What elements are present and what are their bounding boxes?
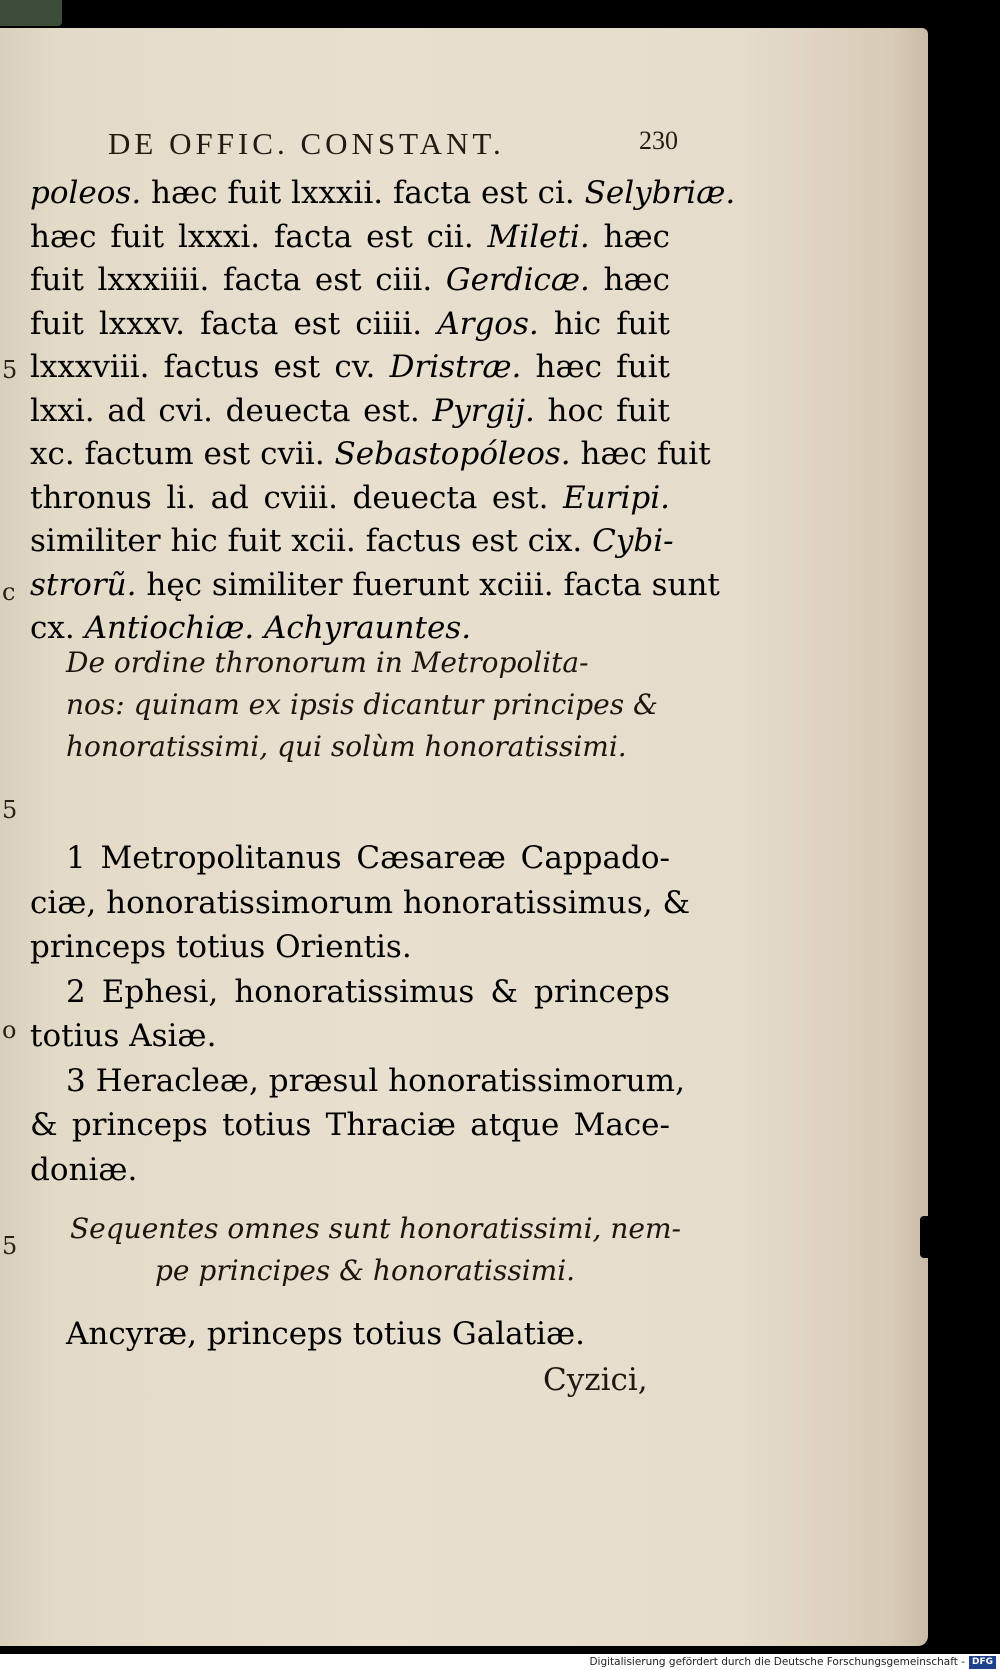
text-run: hæc fuit xyxy=(521,349,670,385)
margin-mark: 5 xyxy=(2,1232,18,1260)
dfg-logo: DFG xyxy=(969,1656,996,1669)
final-entry xyxy=(66,1312,706,1357)
heading-line: nos: quinam ex ipsis dicantur principes & xyxy=(66,688,658,721)
text-run: hæc fuit lxxxi. facta est cii. xyxy=(30,218,488,255)
catchword: Cyzici, xyxy=(543,1362,648,1398)
section-heading-2 xyxy=(70,1208,681,1292)
margin-mark: o xyxy=(2,1016,17,1044)
italic-place-name: Euripi. xyxy=(563,479,670,516)
text-run: hoc fuit xyxy=(534,392,670,429)
text-line: Ancyræ, princeps totius Galatiæ. xyxy=(66,1316,585,1352)
heading-line: De ordine thronorum in Metropolita- xyxy=(66,646,589,679)
italic-place-name: Pyrgij. xyxy=(432,392,535,429)
running-header xyxy=(108,126,678,162)
text-run: fuit lxxxiiii. facta est ciii. xyxy=(30,262,446,298)
text-run: hæc xyxy=(589,218,671,255)
text-line: totius Asiæ. xyxy=(30,1018,217,1054)
italic-place-name: strorũ. xyxy=(30,566,137,603)
running-title: DE OFFIC. CONSTANT. xyxy=(108,126,505,161)
text-line: doniæ. xyxy=(30,1151,138,1188)
text-run: hæc fuit lxxxii. facta est ci. xyxy=(141,175,585,211)
text-line xyxy=(30,346,670,390)
text-paragraph xyxy=(30,172,736,651)
text-line: 2 Ephesi, honoratissimus & princeps xyxy=(66,973,670,1010)
text-run: cx. xyxy=(30,610,85,646)
italic-place-name: Sebastopóleos. xyxy=(334,436,571,472)
italic-place-name: Gerdicæ. xyxy=(445,262,590,298)
text-line: 3 Heracleæ, præsul honoratissimorum, xyxy=(66,1062,685,1099)
text-line: 1 Metropolitanus Cæsareæ Cappado- xyxy=(66,840,670,876)
text-run: fuit lxxxv. facta est ciiii. xyxy=(30,305,438,342)
text-line xyxy=(30,520,674,564)
heading-line: Sequentes omnes sunt honoratissimi, nem- xyxy=(70,1212,681,1245)
text-run: lxxxviii. factus est cv. xyxy=(30,349,390,385)
margin-mark: c xyxy=(2,578,16,606)
text-run: hic fuit xyxy=(538,305,670,342)
text-line xyxy=(30,172,736,216)
section-heading-1 xyxy=(66,642,666,768)
footer-text: Digitalisierung gefördert durch die Deutsche Forschungsgemeinschaft - xyxy=(589,1656,965,1668)
italic-place-name: Argos. xyxy=(437,305,539,342)
text-line xyxy=(30,564,720,608)
page-edge-notch xyxy=(920,1216,928,1258)
text-line xyxy=(30,390,670,434)
metropolitan-list xyxy=(30,836,691,1192)
text-line xyxy=(30,433,711,477)
italic-place-name: Achyrauntes. xyxy=(264,610,472,646)
text-run: thronus li. ad cviii. deuecta est. xyxy=(30,479,564,516)
italic-place-name: Selybriæ. xyxy=(584,175,736,211)
text-line: princeps totius Orientis. xyxy=(30,929,412,965)
text-run: lxxi. ad cvi. deuecta est. xyxy=(30,392,433,429)
italic-place-name: poleos. xyxy=(30,175,142,211)
text-run: xc. factum est cvii. xyxy=(30,436,335,472)
text-line xyxy=(30,216,670,260)
text-run: hęc similiter fuerunt xciii. facta sunt xyxy=(136,566,720,603)
italic-place-name: Mileti. xyxy=(487,218,590,255)
text-line: & princeps totius Thraciæ atque Mace- xyxy=(30,1107,670,1143)
text-line xyxy=(30,303,670,347)
digitization-footer xyxy=(0,1654,1000,1670)
text-run: hæc xyxy=(589,262,670,298)
text-line: ciæ, honoratissimorum honoratissimus, & xyxy=(30,884,691,921)
italic-place-name: Dristræ. xyxy=(389,349,522,385)
text-line xyxy=(30,259,670,303)
text-run: similiter hic fuit xcii. factus est cix. xyxy=(30,523,593,559)
italic-place-name: Antiochiæ. xyxy=(84,610,255,646)
italic-place-name: Cybi- xyxy=(592,523,674,559)
folio-number: 230 xyxy=(639,126,678,155)
heading-line: honoratissimi, qui solùm honoratissimi. xyxy=(66,730,627,763)
text-run: hæc fuit xyxy=(570,436,711,472)
margin-mark: 5 xyxy=(2,796,18,824)
clip-tab xyxy=(0,0,62,26)
text-run xyxy=(254,610,264,646)
margin-mark: 5 xyxy=(2,356,18,384)
heading-line: pe principes & honoratissimi. xyxy=(155,1254,576,1287)
text-line xyxy=(30,477,670,521)
